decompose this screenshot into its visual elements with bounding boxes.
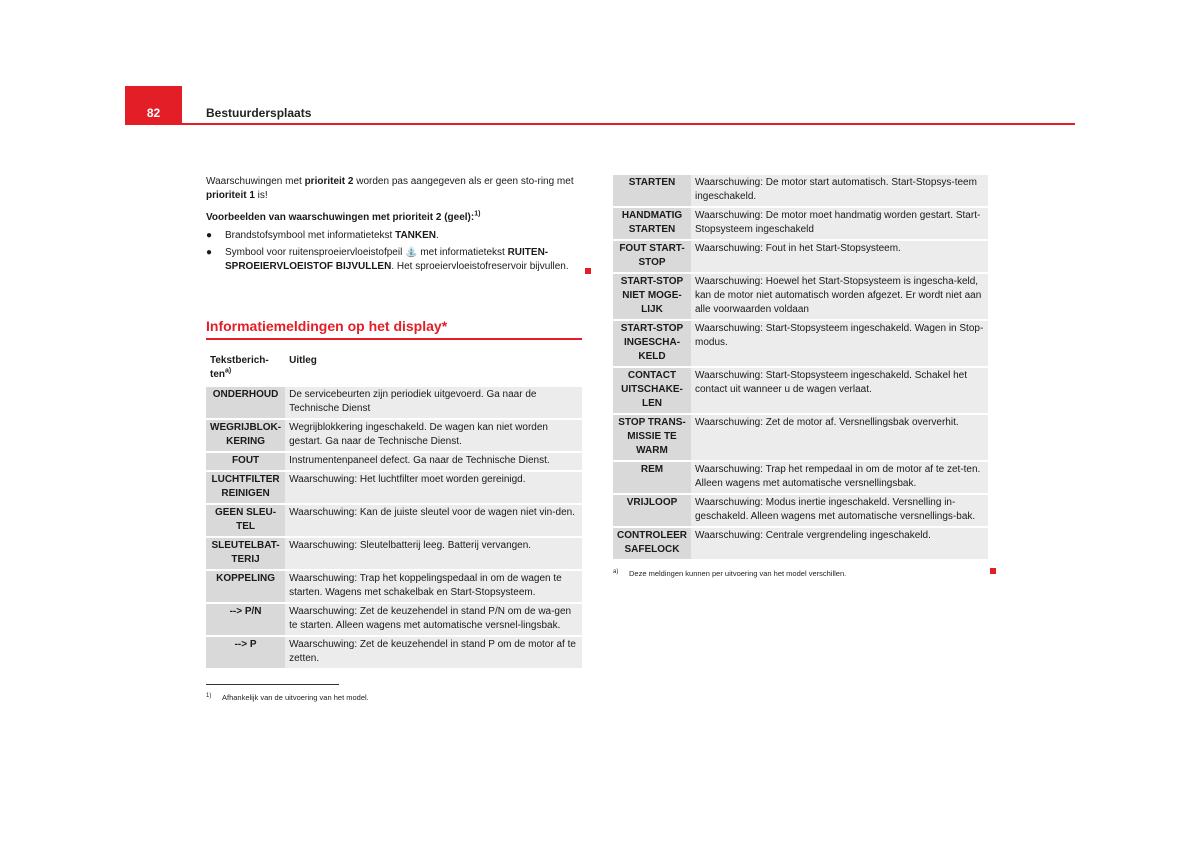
- message-code: FOUT: [206, 453, 285, 472]
- footnote-1: [206, 693, 369, 702]
- message-code: LUCHTFILTER REINIGEN: [206, 472, 285, 505]
- message-explanation: Waarschuwing: Zet de keuzehendel in stand P om de motor af te zetten.: [285, 637, 582, 670]
- table-row: [206, 453, 582, 472]
- bullet-text-before: Brandstofsymbool met informatietekst: [225, 230, 396, 241]
- messages-table-right: [613, 175, 988, 561]
- table-row: [613, 368, 988, 415]
- table-row: [206, 538, 582, 571]
- message-explanation: Waarschuwing: Trap het rempedaal in om de motor af te zet-ten. Alleen wagens met automatische versnellingsbak.: [691, 462, 988, 495]
- intro-text-3: is!: [254, 190, 268, 201]
- footnote-rule: [206, 684, 339, 685]
- bullet-text-after: . Het sproeiervloeistofreservoir bijvullen.: [391, 261, 569, 272]
- message-code: SLEUTELBAT-TERIJ: [206, 538, 285, 571]
- table-row: [613, 321, 988, 368]
- message-explanation: Waarschuwing: Start-Stopsysteem ingeschakeld. Wagen in Stop-modus.: [691, 321, 988, 368]
- table-row: [613, 274, 988, 321]
- messages-table-right-body: [613, 175, 988, 561]
- column-header-code: [206, 351, 285, 387]
- intro-text-1: Waarschuwingen met: [206, 176, 305, 187]
- bullet-dot-icon: ●: [206, 230, 213, 241]
- message-explanation: Waarschuwing: De motor moet handmatig worden gestart. Start-Stopsysteem ingeschakeld: [691, 208, 988, 241]
- table-row: [206, 604, 582, 637]
- message-code: REM: [613, 462, 691, 495]
- message-code: VRIJLOOP: [613, 495, 691, 528]
- message-explanation: Waarschuwing: Zet de keuzehendel in stand P/N om de wa-gen te starten. Alleen wagens met automatische versnel-lingsbak.: [285, 604, 582, 637]
- section-end-marker-icon: [585, 268, 591, 274]
- message-explanation: Waarschuwing: Het luchtfilter moet worden gereinigd.: [285, 472, 582, 505]
- message-explanation: Wegrijblokkering ingeschakeld. De wagen kan niet worden gestart. Ga naar de Technische Dienst.: [285, 420, 582, 453]
- intro-bold-1: prioriteit 2: [304, 176, 354, 187]
- message-code: STARTEN: [613, 175, 691, 208]
- bullet-bold: TANKEN: [395, 230, 437, 241]
- section-heading: Informatiemeldingen op het display*: [206, 318, 448, 334]
- bullet-text: [225, 246, 582, 274]
- message-code: --> P/N: [206, 604, 285, 637]
- table-row: [206, 387, 582, 420]
- messages-table-left-body: [206, 387, 582, 670]
- footnote-mark: 1): [206, 693, 212, 699]
- column-header-code-text: Tekstberich-ten: [210, 355, 269, 380]
- message-explanation: Waarschuwing: Sleutelbatterij leeg. Batterij vervangen.: [285, 538, 582, 571]
- page-number: 82: [146, 106, 161, 120]
- message-explanation: Waarschuwing: Hoewel het Start-Stopsysteem is ingescha-keld, kan de motor niet automatisch worden afgezet. Er wordt niet aan alle voorwaarden voldaan: [691, 274, 988, 321]
- message-explanation: Waarschuwing: De motor start automatisch. Start-Stopsys-teem ingeschakeld.: [691, 175, 988, 208]
- message-code: STOP TRANS-MISSIE TE WARM: [613, 415, 691, 462]
- examples-heading-text: Voorbeelden van waarschuwingen met prioriteit 2 (geel):: [206, 212, 475, 223]
- bullet-text-before: Symbool voor ruitensproeiervloeistofpeil ⛲ met informatietekst: [225, 247, 508, 258]
- table-row: [613, 241, 988, 274]
- header-rule: [125, 123, 1075, 125]
- message-explanation: Instrumentenpaneel defect. Ga naar de Technische Dienst.: [285, 453, 582, 472]
- intro-text-2: worden pas aangegeven als er geen sto-ring met: [353, 176, 574, 187]
- footnote-text: Afhankelijk van de uitvoering van het model.: [222, 693, 369, 702]
- table-row: [206, 637, 582, 670]
- messages-table-left: [206, 351, 582, 670]
- footnote-ref: 1): [474, 210, 481, 218]
- message-code: KOPPELING: [206, 571, 285, 604]
- table-row: [613, 462, 988, 495]
- footnote-mark: a): [613, 569, 619, 575]
- table-row: [613, 208, 988, 241]
- examples-heading: [206, 211, 582, 225]
- message-code: GEEN SLEU-TEL: [206, 505, 285, 538]
- table-row: [613, 528, 988, 561]
- table-row: [206, 472, 582, 505]
- bullet-bold: RUITEN-SPROEIERVLOEISTOF BIJVULLEN: [225, 247, 549, 272]
- footnote-ref: a): [225, 367, 232, 375]
- intro-column: [206, 175, 582, 277]
- table-row: [613, 415, 988, 462]
- section-rule: [206, 338, 582, 340]
- message-code: FOUT START-STOP: [613, 241, 691, 274]
- bullet-item: [206, 229, 582, 243]
- intro-bold-2: prioriteit 1: [206, 190, 255, 201]
- bullet-text: [225, 229, 439, 243]
- footnote-a: [613, 569, 846, 578]
- intro-paragraph: [206, 175, 582, 203]
- message-code: CONTACT UITSCHAKE-LEN: [613, 368, 691, 415]
- message-explanation: Waarschuwing: Modus inertie ingeschakeld. Versnelling in-geschakeld. Alleen wagens met automatische versnellings-bak.: [691, 495, 988, 528]
- message-explanation: Waarschuwing: Fout in het Start-Stopsysteem.: [691, 241, 988, 274]
- table-row: [206, 505, 582, 538]
- message-code: HANDMATIG STARTEN: [613, 208, 691, 241]
- bullet-text-after: .: [436, 230, 439, 241]
- table-row: [206, 571, 582, 604]
- message-explanation: Waarschuwing: Centrale vergrendeling ingeschakeld.: [691, 528, 988, 561]
- message-code: START-STOP NIET MOGE-LIJK: [613, 274, 691, 321]
- message-code: CONTROLEER SAFELOCK: [613, 528, 691, 561]
- footnote-text: Deze meldingen kunnen per uitvoering van het model verschillen.: [629, 569, 847, 578]
- message-code: WEGRIJBLOK-KERING: [206, 420, 285, 453]
- message-code: --> P: [206, 637, 285, 670]
- table-row: [613, 495, 988, 528]
- bullet-item: [206, 246, 582, 274]
- section-end-marker-icon: [990, 568, 996, 574]
- message-code: ONDERHOUD: [206, 387, 285, 420]
- table-row: [613, 175, 988, 208]
- column-header-desc: Uitleg: [285, 351, 582, 387]
- page-header-title: Bestuurdersplaats: [206, 106, 312, 120]
- message-code: START-STOP INGESCHA-KELD: [613, 321, 691, 368]
- message-explanation: Waarschuwing: Zet de motor af. Versnellingsbak oververhit.: [691, 415, 988, 462]
- message-explanation: De servicebeurten zijn periodiek uitgevoerd. Ga naar de Technische Dienst: [285, 387, 582, 420]
- table-row: [206, 420, 582, 453]
- message-explanation: Waarschuwing: Kan de juiste sleutel voor de wagen niet vin-den.: [285, 505, 582, 538]
- bullet-dot-icon: ●: [206, 247, 213, 258]
- message-explanation: Waarschuwing: Start-Stopsysteem ingeschakeld. Schakel het contact uit wanneer u de wagen verlaat.: [691, 368, 988, 415]
- table-header-row: [206, 351, 582, 387]
- message-explanation: Waarschuwing: Trap het koppelingspedaal in om de wagen te starten. Wagens met schakelbak en Start-Stopsysteem.: [285, 571, 582, 604]
